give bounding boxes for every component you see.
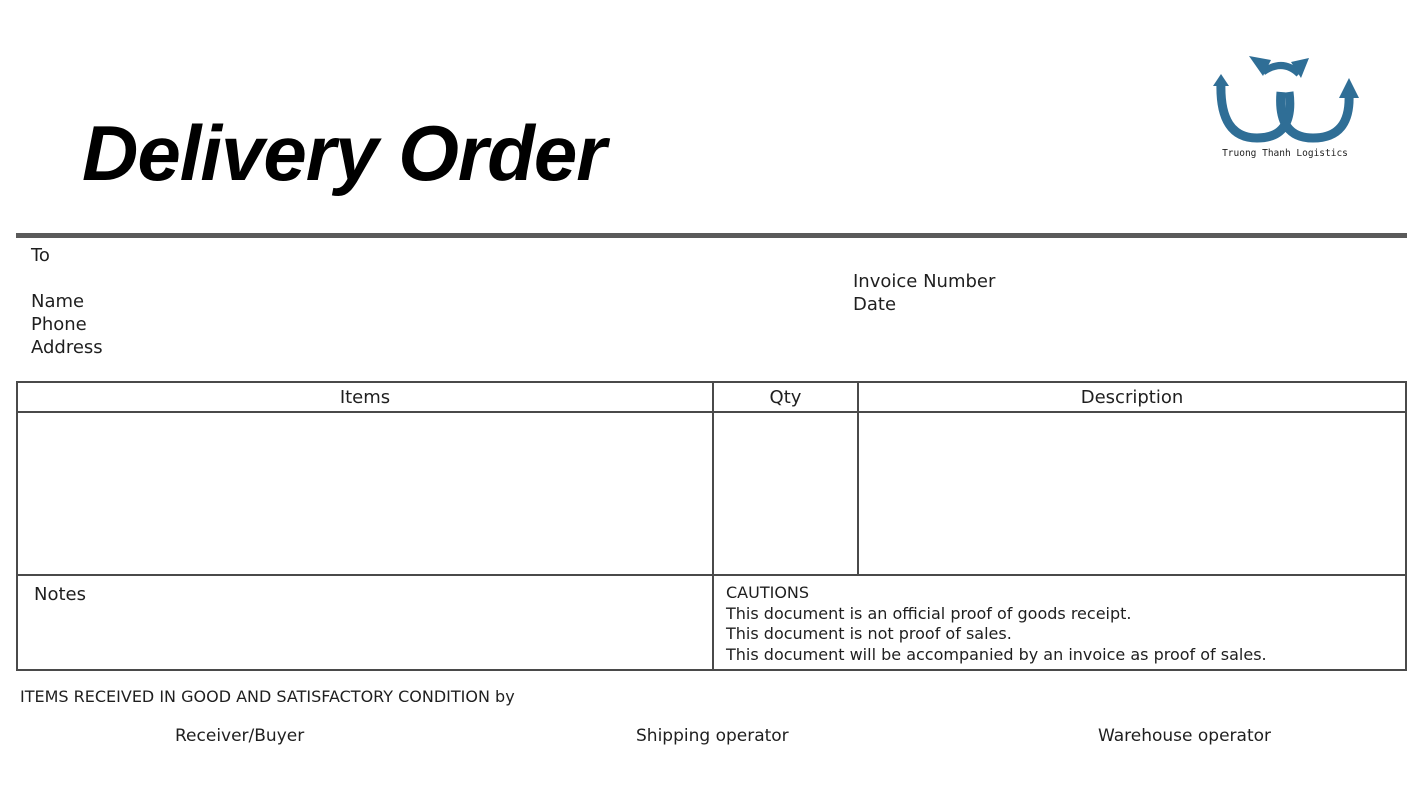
phone-label: Phone: [31, 314, 87, 335]
cautions-heading: CAUTIONS: [726, 583, 810, 602]
column-divider-qty: [857, 383, 859, 574]
signatory-shipping: Shipping operator: [636, 726, 789, 746]
column-header-description: Description: [1080, 387, 1184, 408]
caution-line: This document is not proof of sales.: [726, 624, 1012, 643]
company-name: Truong Thanh Logistics: [1222, 148, 1348, 159]
document-title: Delivery Order: [82, 109, 606, 197]
interlocking-arrows-logo-icon: [1205, 52, 1365, 148]
column-header-items: Items: [339, 387, 391, 408]
column-divider-items: [712, 383, 714, 669]
signatory-warehouse: Warehouse operator: [1098, 726, 1271, 746]
notes-label: Notes: [34, 584, 86, 605]
to-label: To: [31, 245, 50, 266]
header-divider: [16, 233, 1407, 238]
items-table: [16, 381, 1407, 671]
name-label: Name: [31, 291, 85, 312]
address-label: Address: [31, 337, 103, 358]
caution-line: This document is an official proof of goods receipt.: [726, 603, 1132, 623]
caution-line: This document will be accompanied by an invoice as proof of sales.: [726, 644, 1267, 664]
invoice-number-label: Invoice Number: [853, 271, 996, 292]
company-logo: [1205, 52, 1365, 164]
column-header-qty: Qty: [769, 387, 802, 408]
acknowledgement-text: ITEMS RECEIVED IN GOOD AND SATISFACTORY CONDITION by: [20, 687, 515, 706]
date-label: Date: [853, 294, 897, 315]
signatory-receiver: Receiver/Buyer: [175, 726, 305, 746]
